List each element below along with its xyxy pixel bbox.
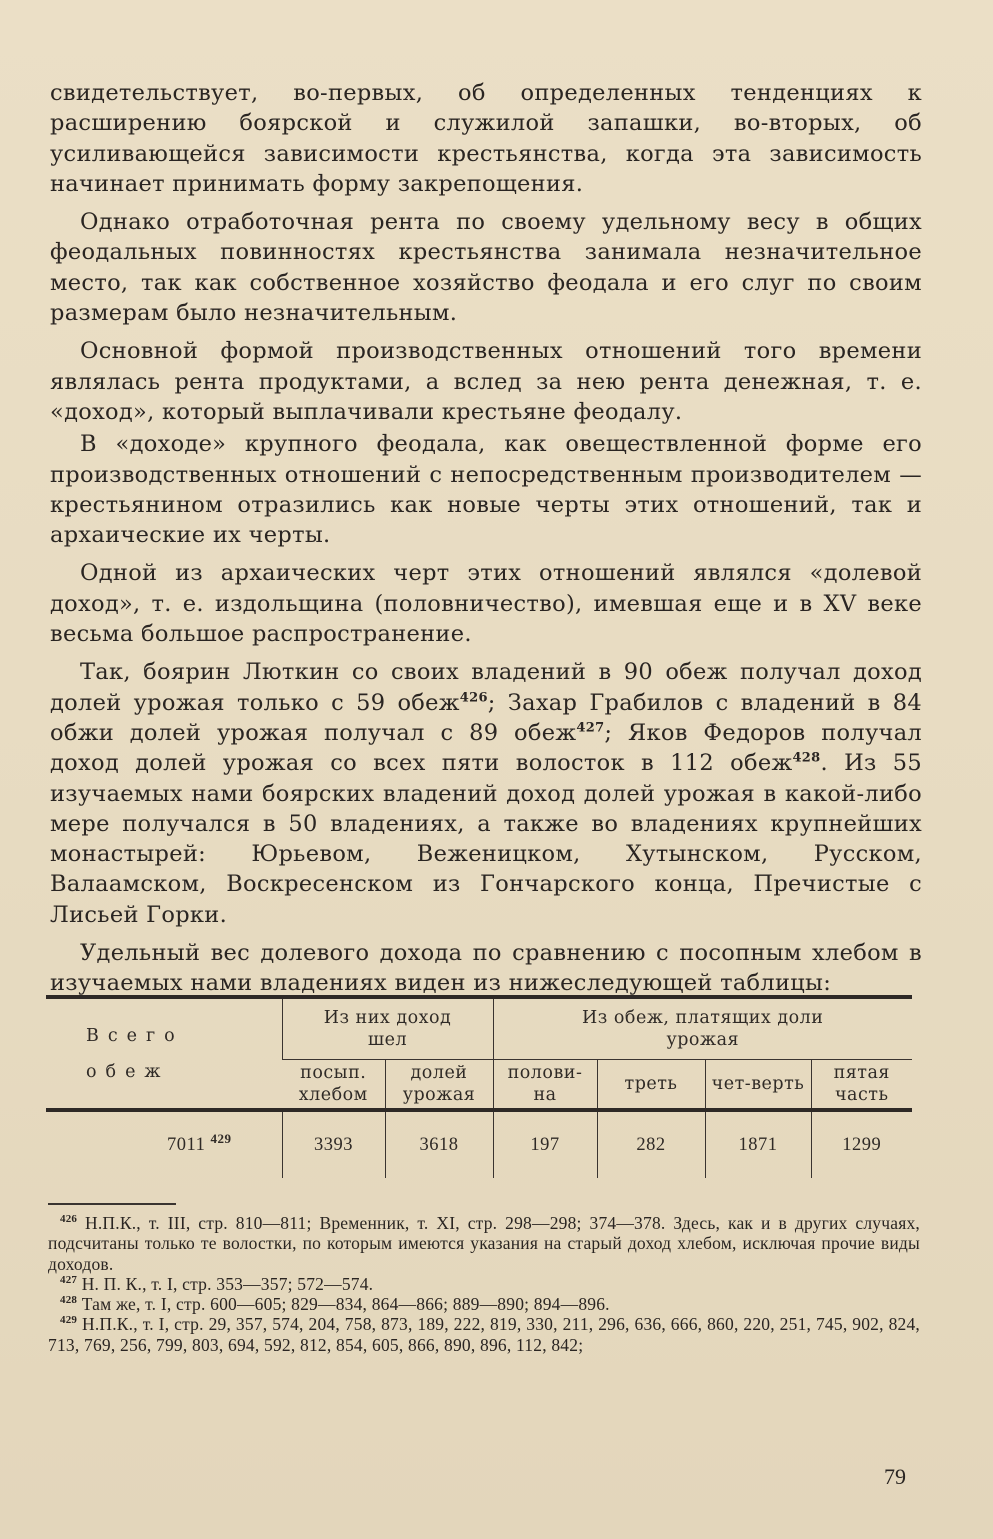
header-total [46, 997, 282, 1110]
footnote-text: Там же, т. I, стр. 600—605; 829—834, 864—866; 889—890; 894—896. [81, 1294, 610, 1315]
header-grain: посып. хлебом [282, 1060, 385, 1111]
table-cell: 3618 [385, 1110, 493, 1178]
footnote [48, 1274, 920, 1294]
header-quarter: чет-верть [705, 1060, 811, 1111]
table-cell: 1299 [811, 1110, 912, 1178]
header-third: треть [597, 1060, 705, 1111]
text-run: ; Яков Федоров получал доход долей урожая со всех пяти волосток в 112 обеж [50, 719, 923, 777]
paragraph: Основной формой производственных отношений того времени являлась рента продуктами, а вслед за нею рента денежная, т. е. «доход», который выплачивали крестьяне феодалу. [50, 338, 922, 425]
header-crop-share: долей урожая [385, 1060, 493, 1111]
footnote-number: 429 [60, 1314, 78, 1327]
footnote-text: Н.П.К., т. I, стр. 29, 357, 574, 204, 758, 873, 189, 222, 819, 330, 211, 296, 636, 666, 860, 220, 251, 745, 902, 824, 713, 769, 256, 799, 803, 694, 592, 812, 854, 605, 866, 890, 896, 112, 842; [48, 1314, 920, 1355]
footnote [48, 1213, 920, 1274]
footnote-number: 426 [60, 1213, 78, 1226]
header-total-line1: Всего [86, 1025, 184, 1046]
text-run: Так, боярин Люткин со своих владений в 90 обеж получал доход долей урожая только с 59 обеж [50, 659, 922, 716]
table-cell: 1871 [705, 1110, 811, 1178]
paragraph: свидетельствует, во-первых, об определенных тенденциях к расширению боярской и служилой запашки, во-вторых, об усиливающейся зависимости крестьянства, когда эта зависимость начинает принимать форму закрепощения. [50, 80, 922, 197]
header-group-shares: Из обеж, платящих доли урожая [493, 997, 912, 1060]
header-total-line2: обеж [86, 1061, 170, 1082]
table-cell: 282 [597, 1110, 705, 1178]
footnote-number: 428 [60, 1294, 78, 1307]
footnote-text: Н.П.К., т. III, стр. 810—811; Временник, т. XI, стр. 298—298; 374—378. Здесь, как и в других случаях, подсчитаны только те волостки, по которым имеются указания на старый доход хлебом, исключая прочие виды доходов. [48, 1213, 920, 1274]
footnote-reference[interactable]: 429 [210, 1130, 232, 1146]
footnote-text: Н. П. К., т. I, стр. 353—357; 572—574. [81, 1273, 374, 1294]
header-group-income: Из них доход шел [282, 997, 493, 1060]
footnote-number: 427 [60, 1274, 78, 1287]
footnote-divider [48, 1203, 176, 1205]
paragraph: В «доходе» крупного феодала, как овеществленной форме его производственных отношений с непосредственным производителем — крестьянином отразились как новые черты этих отношений, так и архаические их черты. [50, 431, 922, 549]
footnotes [48, 1213, 920, 1355]
footnote [48, 1294, 920, 1314]
table-cell: 3393 [282, 1110, 385, 1178]
body-text [50, 78, 922, 1007]
footnote-reference[interactable]: 427 [576, 720, 605, 736]
footnote [48, 1314, 920, 1355]
footnote-reference[interactable]: 428 [792, 750, 821, 766]
cell-total [46, 1110, 282, 1178]
income-table [46, 995, 912, 1178]
footnote-reference[interactable]: 426 [459, 690, 488, 706]
header-fifth: пятая часть [811, 1060, 912, 1111]
total-value: 7011 [167, 1135, 206, 1155]
table-cell: 197 [493, 1110, 597, 1178]
header-half: полови-на [493, 1060, 597, 1111]
paragraph-with-references [50, 657, 922, 930]
table-row [46, 1110, 912, 1178]
text-run: ; Захар Грабилов с владений в 84 обжи долей урожая получал с 89 обеж [50, 689, 922, 746]
paragraph: Однако отработочная рента по своему удельному весу в общих феодальных повинностях крестьянства занимала незначительное место, так как собственное хозяйство феодала и его слуг по своим размерам было незначительным. [50, 209, 922, 327]
page-number: 79 [884, 1464, 906, 1489]
text-run: . Из 55 изучаемых нами боярских владений доход долей урожая в какой-либо мере получался в 50 владениях, а также во владениях крупнейших монастырей: Юрьевом, Веженицком, Хутынском, Русском, Валаамском, Воскресенском из Гончарского конца, Пречистые с Лисьей Горки. [50, 750, 922, 928]
paragraph: Одной из архаических черт этих отношений являлся «долевой доход», т. е. издольщина (половничество), имевшая еще и в XV веке весьма большое распространение. [50, 560, 922, 648]
paragraph: Удельный вес долевого дохода по сравнению с посопным хлебом в изучаемых нами владениях виден из нижеследующей таблицы: [50, 940, 922, 997]
